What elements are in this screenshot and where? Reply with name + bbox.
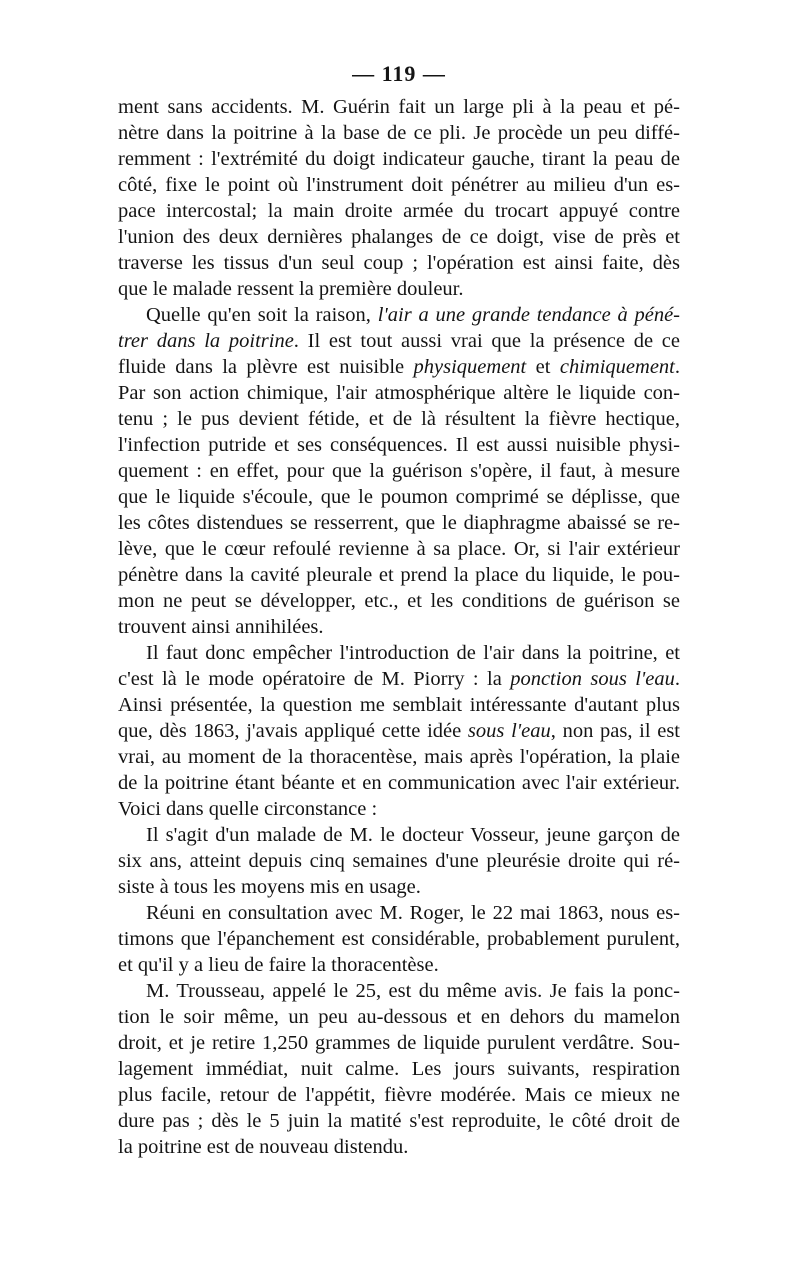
italic-text: l'air a une grande tendance à péné-: [377, 304, 681, 326]
text-segment: et: [526, 356, 560, 378]
text-line: ment sans accidents. M. Guérin fait un large pli à la peau et pé-: [118, 96, 680, 118]
body-text: [118, 94, 680, 1160]
text-line: et qu'il y a lieu de faire la thoracentèse.: [118, 954, 439, 976]
text-line: que le liquide s'écoule, que le poumon comprimé se déplisse, que: [118, 486, 680, 508]
text-line: Il faut donc empêcher l'introduction de l'air dans la poitrine, et: [146, 642, 680, 664]
text-line: Il s'agit d'un malade de M. le docteur Vosseur, jeune garçon de: [146, 824, 680, 846]
text-line: Réuni en consultation avec M. Roger, le 22 mai 1863, nous es-: [146, 902, 680, 924]
text-line: [118, 718, 680, 744]
text-segment: .: [674, 356, 680, 378]
italic-text: physiquement: [413, 356, 527, 378]
text-line: pace intercostal; la main droite armée du trocart appuyé contre: [118, 200, 680, 222]
paragraph: [118, 822, 680, 900]
text-line: l'union des deux dernières phalanges de ce doigt, vise de près et: [118, 226, 680, 248]
text-line: Ainsi présentée, la question me semblait intéressante d'autant plus: [118, 694, 680, 716]
text-line: Par son action chimique, l'air atmosphérique altère le liquide con-: [118, 382, 680, 404]
text-line: l'infection putride et ses conséquences. Il est aussi nuisible physi-: [118, 434, 680, 456]
paragraph: [118, 640, 680, 822]
italic-text: sous l'eau: [467, 720, 551, 742]
text-line: côté, fixe le point où l'instrument doit pénétrer au milieu d'un es-: [118, 174, 680, 196]
italic-text: trer dans la poitrine: [118, 330, 294, 352]
text-line: remment : l'extrémité du doigt indicateur gauche, tirant la peau de: [118, 148, 680, 170]
italic-text: chimiquement: [559, 356, 675, 378]
text-line: [118, 302, 680, 328]
page-number: — 119 —: [352, 61, 446, 86]
paragraph: [118, 302, 680, 640]
text-segment: Quelle qu'en soit la raison,: [146, 304, 378, 326]
text-segment: , non pas, il est: [550, 720, 680, 742]
text-line: que le malade ressent la première douleur.: [118, 278, 464, 300]
text-line: de la poitrine étant béante et en communication avec l'air extérieur.: [118, 772, 680, 794]
text-line: Voici dans quelle circonstance :: [118, 798, 378, 820]
text-line: lève, que le cœur refoulé revienne à sa place. Or, si l'air extérieur: [118, 538, 680, 560]
text-line: dure pas ; dès le 5 juin la matité s'est reproduite, le côté droit de: [118, 1110, 680, 1132]
text-line: [118, 354, 680, 380]
text-line: timons que l'épanchement est considérable, probablement purulent,: [118, 928, 680, 950]
text-line: la poitrine est de nouveau distendu.: [118, 1136, 409, 1158]
text-line: pénètre dans la cavité pleurale et prend la place du liquide, le pou-: [118, 564, 680, 586]
text-line: trouvent ainsi annihilées.: [118, 616, 324, 638]
italic-text: ponction sous l'eau: [510, 668, 675, 690]
paragraph: [118, 94, 680, 302]
text-line: plus facile, retour de l'appétit, fièvre modérée. Mais ce mieux ne: [118, 1084, 680, 1106]
text-segment: que, dès 1863, j'avais appliqué cette idée: [118, 720, 468, 742]
text-line: mon ne peut se développer, etc., et les conditions de guérison se: [118, 590, 680, 612]
text-line: tenu ; le pus devient fétide, et de là résultent la fièvre hectique,: [118, 408, 680, 430]
text-segment: c'est là le mode opératoire de M. Piorry : la: [118, 668, 511, 690]
text-line: [118, 666, 680, 692]
text-line: tion le soir même, un peu au-dessous et en dehors du mamelon: [118, 1006, 680, 1028]
paragraph: [118, 978, 680, 1160]
text-line: M. Trousseau, appelé le 25, est du même avis. Je fais la ponc-: [146, 980, 680, 1002]
text-line: traverse les tissus d'un seul coup ; l'opération est ainsi faite, dès: [118, 252, 680, 274]
text-line: lagement immédiat, nuit calme. Les jours suivants, respiration: [118, 1058, 680, 1080]
text-line: vrai, au moment de la thoracentèse, mais après l'opération, la plaie: [118, 746, 680, 768]
paragraph: [118, 900, 680, 978]
text-line: droit, et je retire 1,250 grammes de liquide purulent verdâtre. Sou-: [118, 1032, 680, 1054]
text-segment: . Il est tout aussi vrai que la présence de ce: [293, 330, 680, 352]
text-line: six ans, atteint depuis cinq semaines d'une pleurésie droite qui ré-: [118, 850, 680, 872]
text-line: les côtes distendues se resserrent, que le diaphragme abaissé se re-: [118, 512, 680, 534]
text-line: siste à tous les moyens mis en usage.: [118, 876, 421, 898]
text-line: [118, 328, 680, 354]
text-segment: fluide dans la plèvre est nuisible: [118, 356, 414, 378]
text-segment: .: [674, 668, 680, 690]
text-line: nètre dans la poitrine à la base de ce pli. Je procède un peu diffé-: [118, 122, 680, 144]
book-page: [118, 58, 680, 1160]
text-line: quement : en effet, pour que la guérison s'opère, il faut, à mesure: [118, 460, 680, 482]
